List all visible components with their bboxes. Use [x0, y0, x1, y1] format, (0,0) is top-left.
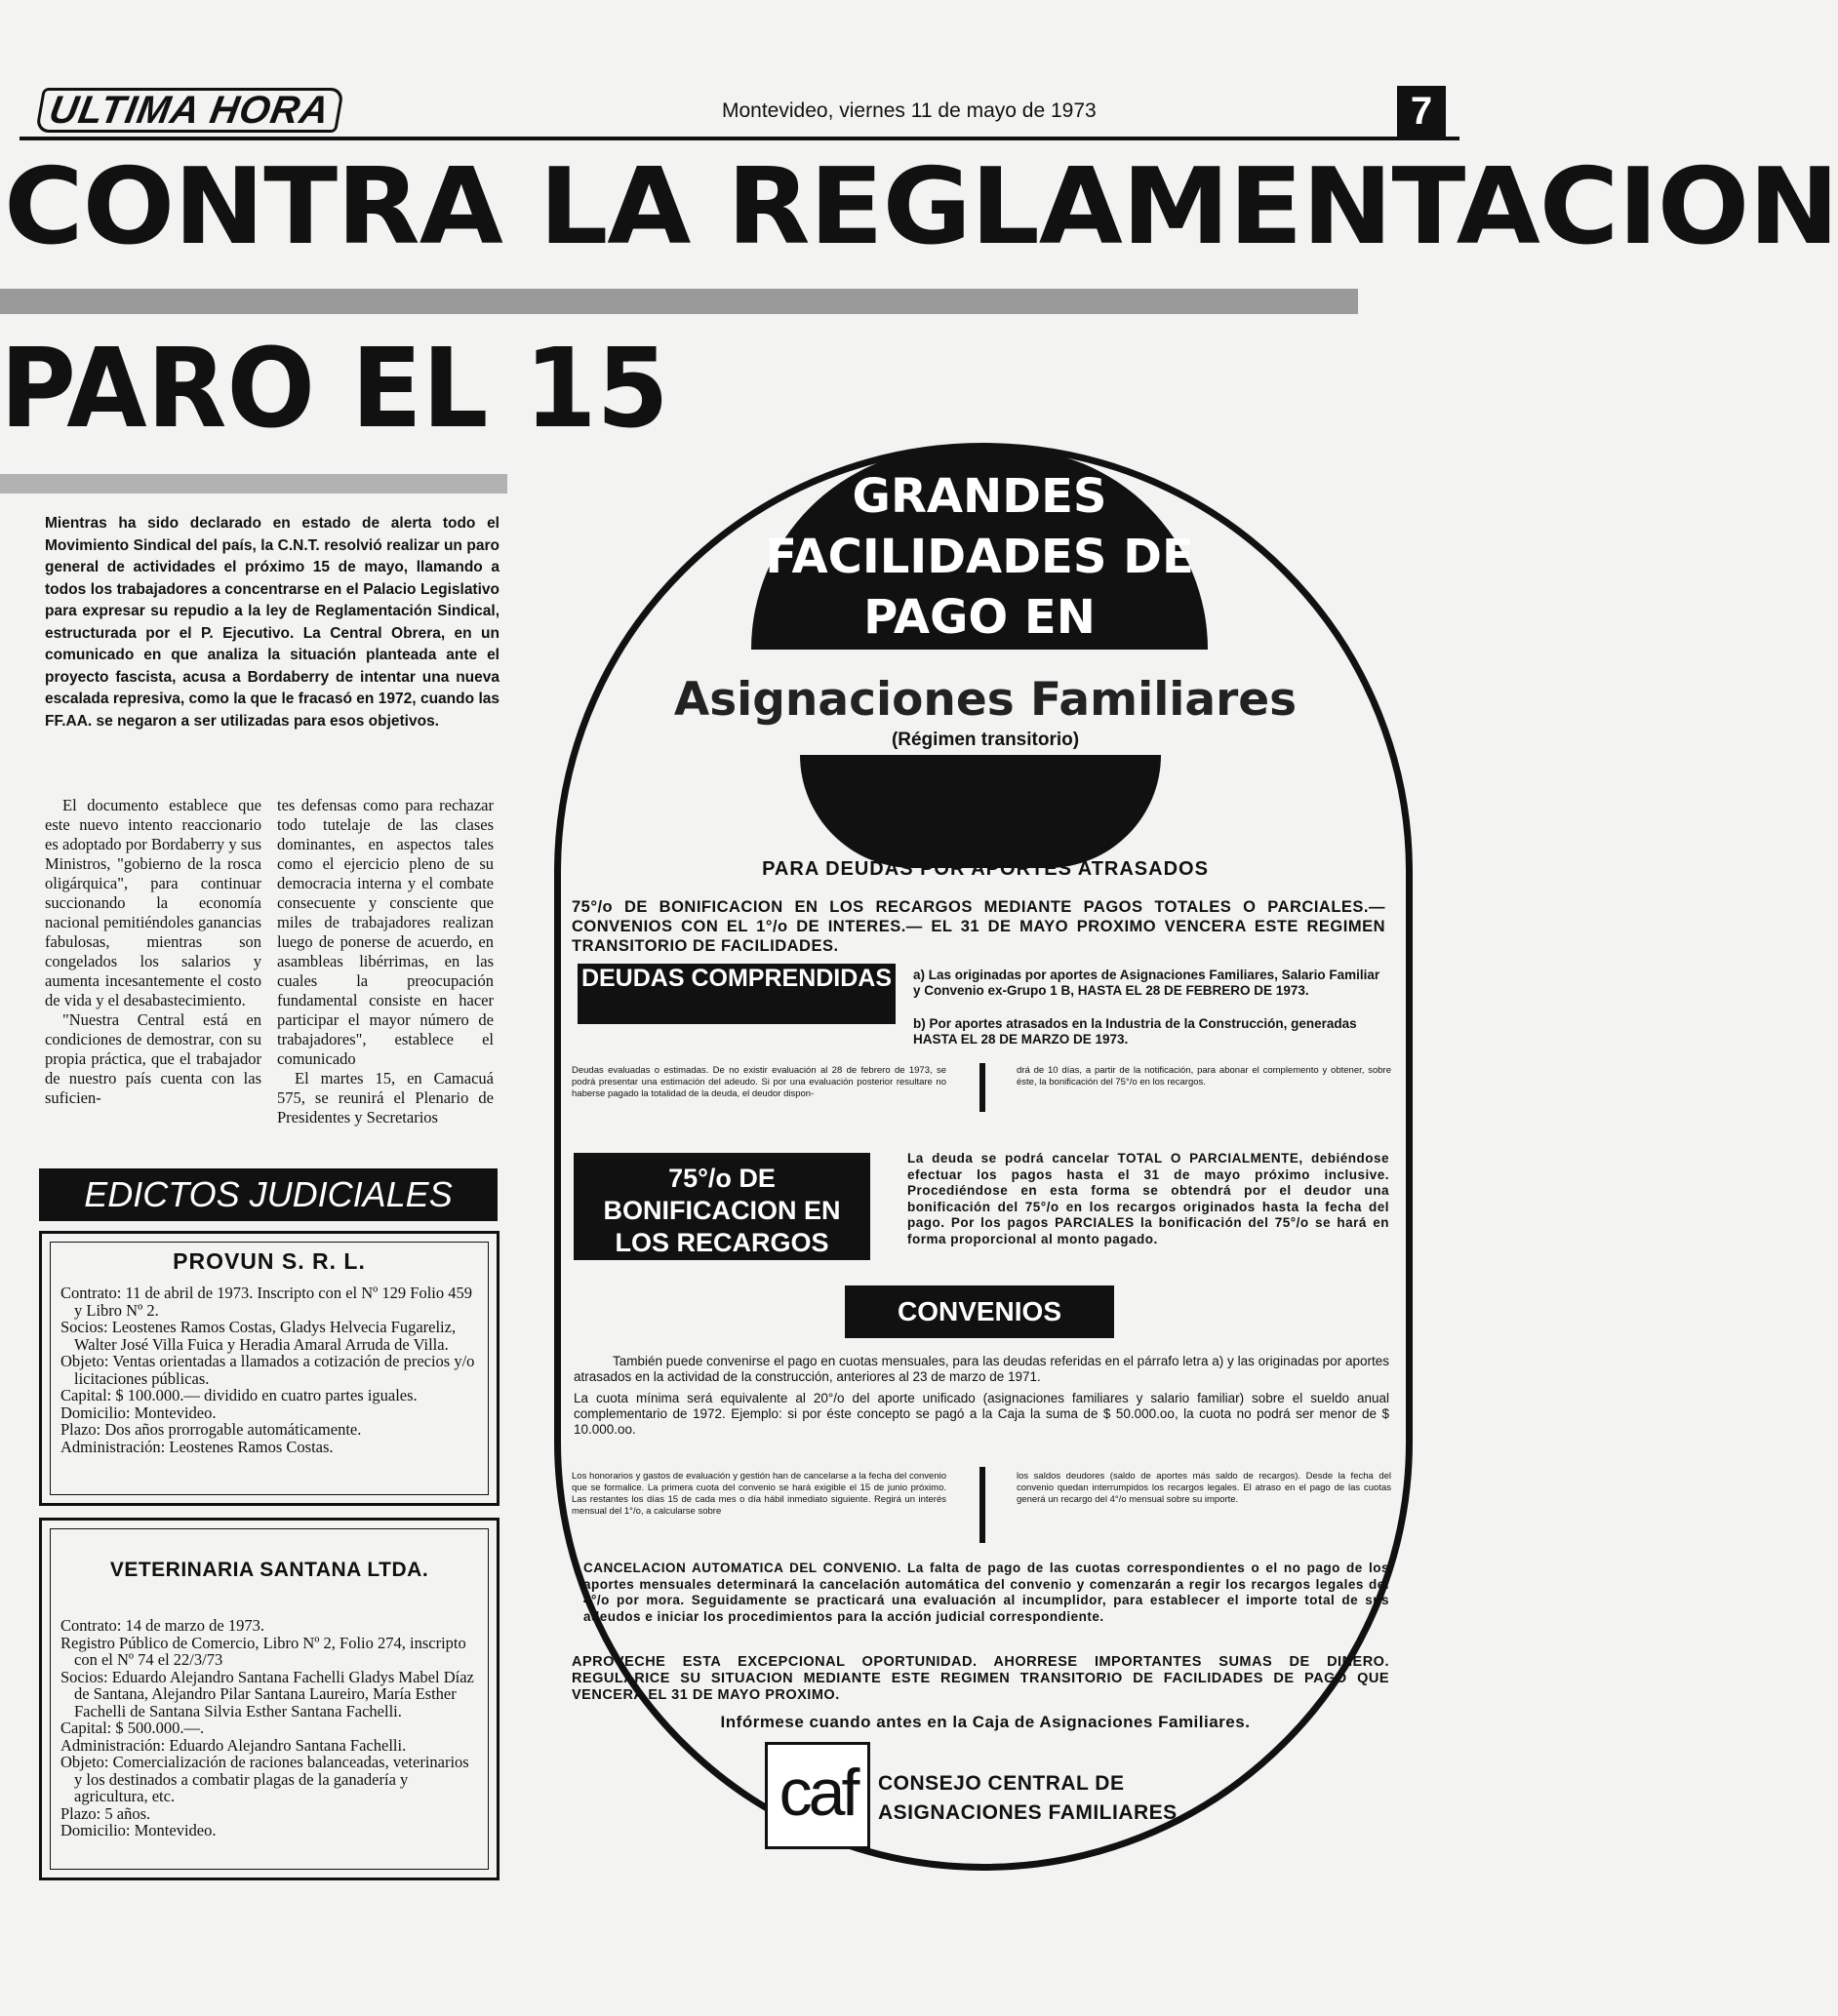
deudas-item-a: a) Las originadas por aportes de Asignaciones Familiares, Salario Familiar y Convenio ex-Grupo 1 B, HASTA EL 28 DE FEBRERO DE 1973. — [913, 968, 1380, 998]
edictos-heading: EDICTOS JUDICIALES — [39, 1168, 498, 1221]
ad-fine-print: los saldos deudores (saldo de aportes más saldo de recargos). Desde la fecha del convenio quedan interrumpidos los recargos legales. El atraso en el pago de las cuotas generá un recargo del 4°/o mensual sobre su importe. — [1017, 1471, 1391, 1505]
convenios-label: CONVENIOS — [845, 1285, 1114, 1338]
article-paragraph: El documento establece que este nuevo intento reaccionario es adoptado por Bordaberry y sus Ministros, "gobierno de la rosca oligárquica", para continuar succionando la economía nacional pemitiéndoles ganancias fabulosas, mientras son congelados los salarios y aumenta incesantemente el costo de vida y el desabastecimiento. — [45, 796, 261, 1009]
ad-subtitle: (Régimen transitorio) — [891, 730, 1080, 750]
edicto-line: Domicilio: Montevideo. — [60, 1821, 217, 1839]
article-paragraph: El martes 15, en Camacuá 575, se reunirá el Plenario de Presidentes y Secretarios — [277, 1069, 494, 1127]
consejo-line: CONSEJO CENTRAL DE — [878, 1772, 1125, 1795]
edicto-line: Objeto: Comercialización de raciones balanceadas, veterinarios y los destinados a combatir plagas de la ganadería y agricultura, etc. — [60, 1753, 469, 1805]
edicto-line: Registro Público de Comercio, Libro Nº 2, Folio 274, inscripto con el Nº 74 el 22/3/73 — [60, 1633, 466, 1669]
convenios-paragraph: La cuota mínima será equivalente al 20°/o del aporte unificado (asignaciones familiares y salario familiar) sobre el sueldo anual complementario de 1972. Ejemplo: si por éste concepto se pagó a la Caja la suma de $ 50.000.oo, la cuota no podrá ser menor de $ 10.000.oo. — [574, 1391, 1389, 1437]
headline-grey-bar — [0, 289, 1358, 314]
aproveche-text: APROVECHE ESTA EXCEPCIONAL OPORTUNIDAD. AHORRESE IMPORTANTES SUMAS DE DINERO. REGULARICE SU SITUACION MEDIANTE ESTE REGIMEN TRANSITORIO DE FACILIDADES DE PAGO QUE VENCERA EL 31 DE MAYO PROXIMO. — [572, 1654, 1389, 1703]
edicto-line: Domicilio: Montevideo. — [60, 1403, 217, 1422]
convenios-text — [574, 1354, 1389, 1438]
bonificacion-text: La deuda se podrá cancelar TOTAL O PARCIALMENTE, debiéndose efectuar los pagos hasta el 31 de mayo próximo inclusive. Procediéndose en esta forma se obtendrá por el deudor una bonificación del 75°/o en los recargos originados hasta la fecha del pago. Por los pagos PARCIALES la bonificación del 75°/o se hará en forma proporcional al monto pagado. — [907, 1151, 1389, 1246]
edicto-line: Administración: Eduardo Alejandro Santana Fachelli. — [60, 1735, 407, 1755]
ad-fine-print: drá de 10 días, a partir de la notificación, para abonar el complemento y obtener, sobre éste, la bonificación del 75°/o en los recargos. — [1017, 1065, 1391, 1087]
edicto-line: Plazo: 5 años. — [60, 1803, 151, 1823]
ad-title: Asignaciones Familiares — [673, 673, 1298, 727]
divider — [979, 1063, 985, 1112]
divider — [979, 1467, 985, 1543]
consejo-name — [878, 1769, 1288, 1828]
edicto-line: Socios: Leostenes Ramos Costas, Gladys Helvecia Fugareliz, Walter José Villa Fuica y Heradia Amaral Arruda de Villa. — [60, 1318, 457, 1354]
subheadline-grey-bar — [0, 474, 507, 494]
edicto-line: Capital: $ 500.000.—. — [60, 1719, 205, 1737]
cancelacion-text: CANCELACION AUTOMATICA DEL CONVENIO. La falta de pago de las cuotas correspondientes o el no pago de los aportes mensuales determinará la cancelación automática del convenio y comenzarán a regir los recargos legales del 4°/o por mora. Seguidamente se practicará una evaluación al incumplidor, para establecer el importe total de sus adeudos e iniciar los procedimientos para la acción judicial correspondiente. — [583, 1561, 1389, 1624]
article-column-2 — [277, 796, 494, 1127]
article-lead: Mientras ha sido declarado en estado de alerta todo el Movimiento Sindical del país, la C.N.T. resolvió realizar un paro general de actividades el próximo 15 de mayo, llamando a todos los trabajadores a concentrarse en el Palacio Legislativo para expresar su repudio a la ley de Reglamentación Sindical, estructurada por el P. Ejecutivo. La Central Obrera, en un comunicado en que analiza la situación planteada ante el proyecto fascista, acusa a Bordaberry de intentar una nueva escalada represiva, como la que le fracasó en 1972, cuando las FF.AA. se negaron a ser utilizadas para esos objetivos. — [45, 515, 499, 730]
edicto-veterinaria — [39, 1518, 499, 1880]
edicto-line: Objeto: Ventas orientadas a llamados a cotización de precios y/o licitaciones públicas. — [60, 1352, 475, 1388]
ad-para-deudas: PARA DEUDAS POR APORTES ATRASADOS — [762, 858, 1209, 880]
edicto-line: Plazo: Dos años prorrogable automáticamente. — [60, 1420, 362, 1439]
edicto-line: Socios: Eduardo Alejandro Santana Fachelli Gladys Mabel Díaz de Santana, Alejandro Pilar Santana Laureiro, María Esther Fachelli de Santana Silvia Esther Santana Fachelli. — [60, 1667, 474, 1720]
deudas-label: DEUDAS COMPRENDIDAS — [578, 964, 896, 1024]
dateline: Montevideo, viernes 11 de mayo de 1973 — [722, 99, 1097, 122]
masthead-rule — [20, 137, 1459, 140]
edicto-line: Contrato: 14 de marzo de 1973. — [60, 1616, 264, 1635]
edicto-provun — [39, 1231, 499, 1506]
edicto-frame — [50, 1528, 489, 1870]
edicto-body — [51, 1285, 488, 1455]
main-headline: CONTRA LA REGLAMENTACION — [4, 146, 1838, 268]
newspaper-logo: ULTIMA HORA — [39, 88, 429, 133]
edicto-title: VETERINARIA SANTANA LTDA. — [109, 1559, 429, 1581]
edicto-line: Contrato: 11 de abril de 1973. Inscripto con el Nº 129 Folio 459 y Libro Nº 2. — [60, 1284, 472, 1320]
edicto-line: Administración: Leostenes Ramos Costas. — [60, 1437, 334, 1456]
ad-headline: GRANDES FACILIDADES DE PAGO EN — [765, 469, 1194, 645]
ad-fine-print: Deudas evaluadas o estimadas. De no existir evaluación al 28 de febrero de 1973, se podrá presentar una estimación del adeudo. Si por una evaluación posterior resultare no haberse pagado la totalidad de la deuda, el deudor dispon- — [572, 1065, 946, 1099]
edicto-line: Capital: $ 100.000.— dividido en cuatro partes iguales. — [60, 1386, 418, 1404]
consejo-line: ASIGNACIONES FAMILIARES — [878, 1801, 1178, 1824]
article-paragraph: "Nuestra Central está en condiciones de demostrar, con su propia práctica, que el trabajador de nuestro país cuenta con las suficien- — [45, 1010, 261, 1107]
article-paragraph: tes defensas como para rechazar todo tutelaje de las clases dominantes, en aspectos tales como el ejercicio pleno de su democracia interna y el combate consecuente y consciente que miles de trabajadores realizan luego de ponerse de acuerdo, en asambleas libérrimas, en las cuales la preocupación fundamental consiste en hacer participar el mayor número de trabajadores", establece el comunicado — [277, 796, 494, 1068]
page-number: 7 — [1397, 86, 1446, 137]
edicto-body — [51, 1617, 488, 1839]
article-column-1 — [45, 796, 261, 1108]
deudas-item-b: b) Por aportes atrasados en la Industria de la Construcción, generadas HASTA EL 28 DE MARZO DE 1973. — [913, 1016, 1357, 1047]
convenios-paragraph: También puede convenirse el pago en cuotas mensuales, para las deudas referidas en el párrafo letra a) y las originadas por aportes atrasados en la actividad de la construcción, anteriores al 23 de marzo de 1971. — [574, 1354, 1389, 1384]
edicto-title: PROVUN S. R. L. — [173, 1248, 366, 1274]
informese-text: Infórmese cuando antes en la Caja de Asignaciones Familiares. — [720, 1713, 1251, 1731]
edicto-frame — [50, 1242, 489, 1495]
bonificacion-label: 75°/o DE BONIFICACION EN LOS RECARGOS — [574, 1153, 870, 1260]
caf-logo: caf — [765, 1742, 870, 1849]
ad-bonificacion-intro: 75°/o DE BONIFICACION EN LOS RECARGOS MEDIANTE PAGOS TOTALES O PARCIALES.— CONVENIOS CON EL 1°/o DE INTERES.— EL 31 DE MAYO PROXIMO VENCERA ESTE REGIMEN TRANSITORIO DE FACILIDADES. — [572, 898, 1385, 955]
sub-headline: PARO EL 15 — [0, 326, 669, 453]
ad-fine-print: Los honorarios y gastos de evaluación y gestión han de cancelarse a la fecha del convenio que se formalice. La primera cuota del convenio se hará exigible el 15 de junio próximo. Las restantes los días 15 de cada mes o día hábil inmediato siguiente. Regirá un interés mensual del 1°/o, a calcularse sobre — [572, 1471, 946, 1517]
ad-bottom-semicircle — [800, 755, 1161, 868]
